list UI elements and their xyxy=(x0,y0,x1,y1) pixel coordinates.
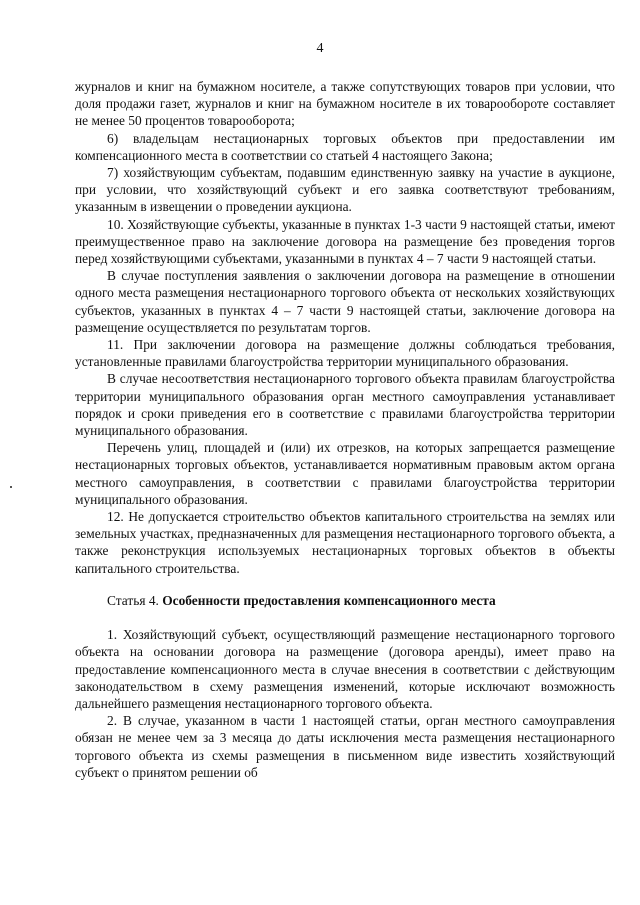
article-paragraph-1: 1. Хозяйствующий субъект, осуществляющий размещение нестационарного торгового объекта на основании договора на размещение (договора аренды), имеет право на предоставление компенсационного места в случае внесения в соответствии с действующим законодательством в схему размещения изменений, которые исключают возможность дальнейшего размещения нестационарного торгового объекта. xyxy=(75,627,615,711)
page-number: 4 xyxy=(316,41,324,56)
paragraph-part-12: 12. Не допускается строительство объектов капитального строительства на землях или земельных участках, предназначенных для размещения нестационарного торгового объекта, а также реконструкция используемых нестационарных торговых объектов в объекты капитального строительства. xyxy=(75,509,615,576)
article-paragraph-2: 2. В случае, указанном в части 1 настоящей статьи, орган местного самоуправления обязан не менее чем за 3 месяца до даты исключения места размещения нестационарного торгового объекта из схемы размещения в письменном виде известить хозяйствующий субъект о принятом решении об xyxy=(75,713,615,780)
article-heading-prefix: Статья 4. xyxy=(107,592,163,608)
article-heading-title: Особенности предоставления компенсационного места xyxy=(162,592,496,608)
paragraph-item-7: 7) хозяйствующим субъектам, подавшим единственную заявку на участие в аукционе, при условии, что хозяйствующий субъект и его заявка соответствуют требованиям, указанным в извещении о проведении аукциона. xyxy=(75,165,615,215)
paragraph-streets-list: Перечень улиц, площадей и (или) их отрезков, на которых запрещается размещение нестационарных торговых объектов, устанавливается нормативным правовым актом органа местного самоуправления, в соответствии с правилами благоустройства территории муниципального образования. xyxy=(75,440,615,507)
paragraph-continuation: журналов и книг на бумажном носителе, а также сопутствующих товаров при условии, что доля продажи газет, журналов и книг на бумажном носителе в их товарообороте составляет не менее 50 процентов товарооборота; xyxy=(75,79,615,129)
document-body xyxy=(75,78,615,781)
paragraph-item-6: 6) владельцам нестационарных торговых объектов при предоставлении им компенсационного места в соответствии со статьей 4 настоящего Закона; xyxy=(75,130,615,163)
paragraph-part-10-cont: В случае поступления заявления о заключении договора на размещение в отношении одного места размещения нестационарного торгового объекта от нескольких хозяйствующих субъектов, указанных в пунктах 4 – 7 части 9 настоящей статьи, заключение договора на размещение осуществляется по результатам торгов. xyxy=(75,268,615,335)
margin-speck xyxy=(10,486,12,488)
paragraph-part-11: 11. При заключении договора на размещение должны соблюдаться требования, установленные правилами благоустройства территории муниципального образования. xyxy=(75,337,615,370)
article-heading xyxy=(75,592,615,609)
paragraph-part-11-cont: В случае несоответствия нестационарного торгового объекта правилам благоустройства территории муниципального образования орган местного самоуправления устанавливает порядок и сроки приведения его в соответствие с правилами благоустройства территории муниципального образования. xyxy=(75,371,615,439)
paragraph-part-10: 10. Хозяйствующие субъекты, указанные в пунктах 1-3 части 9 настоящей статьи, имеют преимущественное право на заключение договора на размещение без проведения торгов перед хозяйствующими субъектами, указанными в пунктах 4 – 7 части 9 настоящей статьи. xyxy=(75,216,615,267)
